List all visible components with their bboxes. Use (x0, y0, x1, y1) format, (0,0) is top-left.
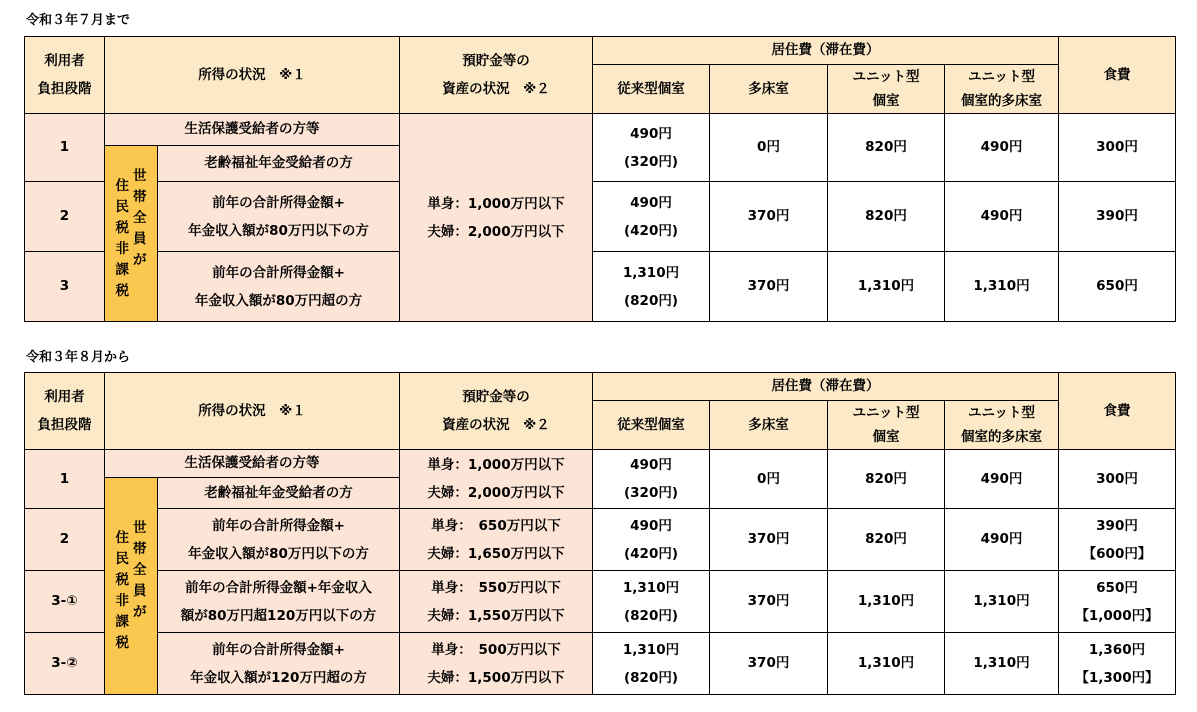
resident-tax-exempt-label: 住 民 税 非 課 税 世 帯 全 員 が (105, 478, 158, 695)
header-stage: 利用者 負担段階 (25, 373, 105, 450)
food-cell: 390円 【600円】 (1059, 509, 1176, 571)
header-room-multi: 多床室 (710, 401, 828, 450)
header-residence: 居住費（滞在費） (593, 373, 1059, 401)
stage-cell: 3-② (25, 633, 105, 695)
income-cell: 前年の合計所得金額+ 年金収入額が80万円以下の方 (158, 509, 400, 571)
income-cell: 生活保護受給者の方等 (105, 114, 400, 146)
unit-multi-cell: 490円 (945, 182, 1059, 252)
traditional-cell: 1,310円 (820円) (593, 633, 710, 695)
unit-multi-cell: 490円 (945, 114, 1059, 182)
header-room-unit: ユニット型 個室 (828, 65, 945, 114)
stage-cell: 3 (25, 252, 105, 322)
income-sub-cell: 老齢福祉年金受給者の方 (158, 478, 400, 509)
food-cell: 300円 (1059, 114, 1176, 182)
header-food: 食費 (1059, 373, 1176, 450)
assets-cell: 単身： 550万円以下 夫婦：1,550万円以下 (400, 571, 593, 633)
section-title-after: 令和３年８月から (26, 350, 131, 365)
header-room-multi: 多床室 (710, 65, 828, 114)
multi-cell: 370円 (710, 571, 828, 633)
stage-cell: 3-① (25, 571, 105, 633)
unit-multi-cell: 490円 (945, 509, 1059, 571)
unit-multi-cell: 1,310円 (945, 252, 1059, 322)
traditional-cell: 490円 (320円) (593, 450, 710, 509)
food-cell: 300円 (1059, 450, 1176, 509)
food-cell: 650円 (1059, 252, 1176, 322)
multi-cell: 370円 (710, 252, 828, 322)
traditional-cell: 490円 (420円) (593, 182, 710, 252)
traditional-cell: 490円 (320円) (593, 114, 710, 182)
header-income: 所得の状況 ※１ (105, 37, 400, 114)
traditional-cell: 1,310円 (820円) (593, 252, 710, 322)
stage-cell: 2 (25, 182, 105, 252)
header-assets: 預貯金等の 資産の状況 ※２ (400, 373, 593, 450)
unit-cell: 820円 (828, 509, 945, 571)
food-cell: 390円 (1059, 182, 1176, 252)
income-cell: 前年の合計所得金額+ 年金収入額が80万円超の方 (158, 252, 400, 322)
assets-cell: 単身： 650万円以下 夫婦：1,650万円以下 (400, 509, 593, 571)
multi-cell: 370円 (710, 633, 828, 695)
header-food: 食費 (1059, 37, 1176, 114)
traditional-cell: 1,310円 (820円) (593, 571, 710, 633)
assets-cell: 単身：1,000万円以下 夫婦：2,000万円以下 (400, 450, 593, 509)
unit-cell: 820円 (828, 450, 945, 509)
income-cell: 生活保護受給者の方等 (105, 450, 400, 478)
unit-multi-cell: 1,310円 (945, 571, 1059, 633)
header-room-unit-multi: ユニット型 個室的多床室 (945, 401, 1059, 450)
multi-cell: 370円 (710, 509, 828, 571)
multi-cell: 370円 (710, 182, 828, 252)
multi-cell: 0円 (710, 450, 828, 509)
income-cell: 前年の合計所得金額+年金収入 額が80万円超120万円以下の方 (158, 571, 400, 633)
header-income: 所得の状況 ※１ (105, 373, 400, 450)
header-residence: 居住費（滞在費） (593, 37, 1059, 65)
unit-multi-cell: 1,310円 (945, 633, 1059, 695)
header-assets: 預貯金等の 資産の状況 ※２ (400, 37, 593, 114)
food-cell: 1,360円 【1,300円】 (1059, 633, 1176, 695)
header-room-unit-multi: ユニット型 個室的多床室 (945, 65, 1059, 114)
stage-cell: 1 (25, 114, 105, 182)
header-stage: 利用者 負担段階 (25, 37, 105, 114)
cost-table-before (24, 36, 1176, 322)
unit-cell: 1,310円 (828, 633, 945, 695)
section-title-before: 令和３年７月まで (26, 13, 131, 28)
header-room-unit: ユニット型 個室 (828, 401, 945, 450)
income-sub-cell: 老齢福祉年金受給者の方 (158, 146, 400, 182)
unit-multi-cell: 490円 (945, 450, 1059, 509)
income-cell: 前年の合計所得金額+ 年金収入額が120万円超の方 (158, 633, 400, 695)
resident-tax-exempt-label: 住 民 税 非 課 税 世 帯 全 員 が (105, 146, 158, 322)
traditional-cell: 490円 (420円) (593, 509, 710, 571)
header-room-traditional: 従来型個室 (593, 65, 710, 114)
unit-cell: 820円 (828, 182, 945, 252)
unit-cell: 820円 (828, 114, 945, 182)
header-room-traditional: 従来型個室 (593, 401, 710, 450)
stage-cell: 2 (25, 509, 105, 571)
unit-cell: 1,310円 (828, 252, 945, 322)
income-cell: 前年の合計所得金額+ 年金収入額が80万円以下の方 (158, 182, 400, 252)
assets-cell: 単身： 500万円以下 夫婦：1,500万円以下 (400, 633, 593, 695)
unit-cell: 1,310円 (828, 571, 945, 633)
stage-cell: 1 (25, 450, 105, 509)
assets-cell: 単身：1,000万円以下 夫婦：2,000万円以下 (400, 114, 593, 322)
food-cell: 650円 【1,000円】 (1059, 571, 1176, 633)
cost-table-after (24, 372, 1176, 695)
multi-cell: 0円 (710, 114, 828, 182)
